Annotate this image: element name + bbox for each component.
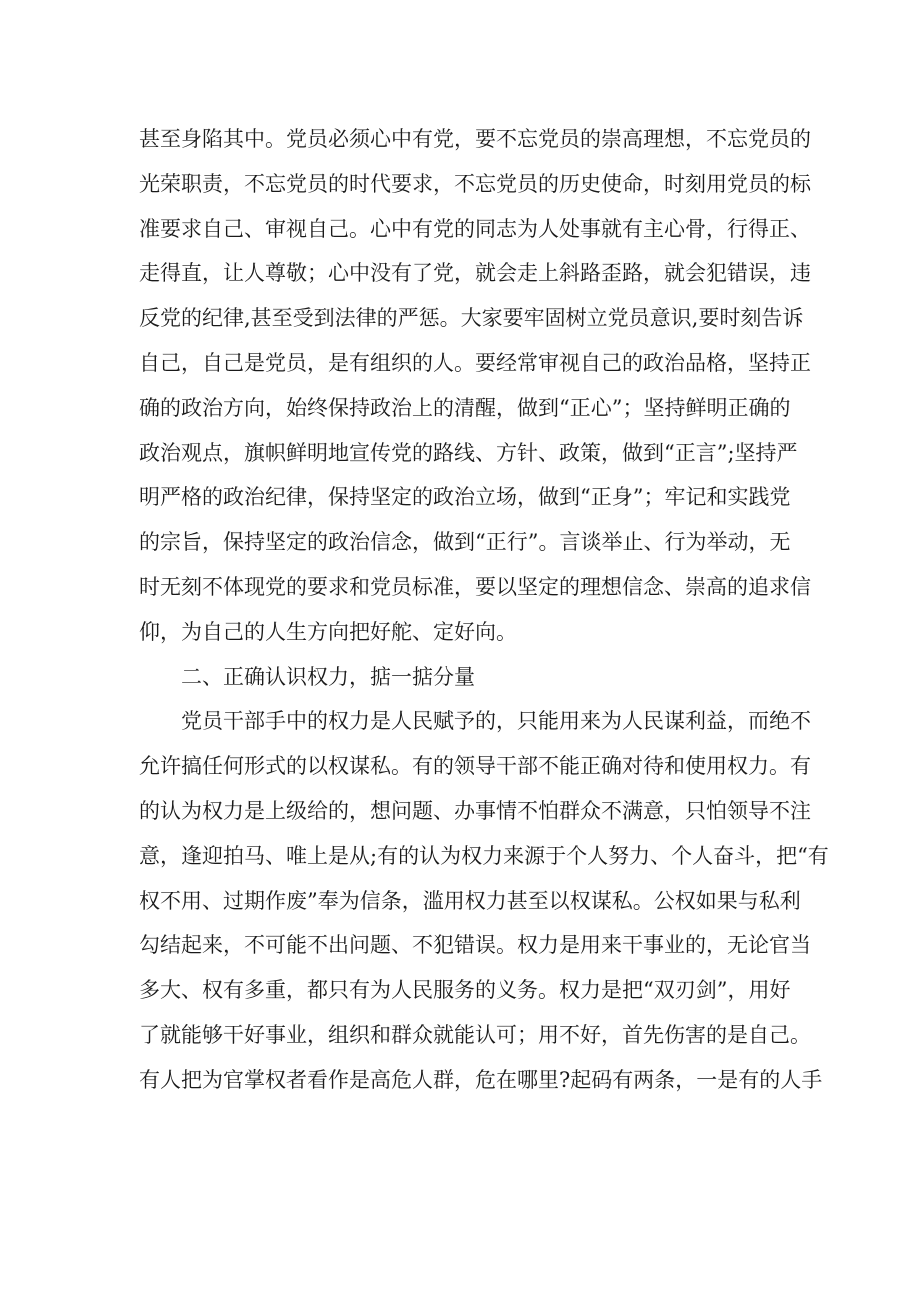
text-line: 勾结起来，不可能不出问题、不犯错误。权力是用来干事业的，无论官当	[139, 933, 811, 958]
text-line: 明严格的政治纪律，保持坚定的政治立场，做到“正身”；牢记和实践党	[139, 485, 791, 510]
text-line: 政治观点，旗帜鲜明地宣传党的路线、方针、政策，做到“正言”;坚持严	[139, 440, 798, 465]
text-line: 党员干部手中的权力是人民赋予的，只能用来为人民谋利益，而绝不	[181, 709, 811, 734]
text-line: 有人把为官掌权者看作是高危人群，危在哪里?起码有两条，一是有的人手	[139, 1067, 823, 1092]
text-line: 准要求自己、审视自己。心中有党的同志为人处事就有主心骨，行得正、	[139, 216, 811, 241]
text-line: 光荣职责，不忘党员的时代要求，不忘党员的历史使命，时刻用党员的标	[139, 171, 811, 196]
text-line: 自己，自己是党员，是有组织的人。要经常审视自己的政治品格，坚持正	[139, 350, 811, 375]
text-line: 走得直，让人尊敬；心中没有了党，就会走上斜路歪路，就会犯错误，违	[139, 261, 811, 286]
text-line: 的宗旨，保持坚定的政治信念，做到“正行”。言谈举止、行为举动，无	[139, 530, 791, 555]
text-line: 反党的纪律,甚至受到法律的严惩。大家要牢固树立党员意识,要时刻告诉	[139, 306, 804, 331]
text-line: 甚至身陷其中。党员必须心中有党，要不忘党员的崇高理想，不忘党员的	[139, 127, 811, 151]
text-line: 时无刻不体现党的要求和党员标准，要以坚定的理想信念、崇高的追求信	[139, 574, 811, 599]
text-line: 多大、权有多重，都只有为人民服务的义务。权力是把“双刃剑”，用好	[139, 978, 791, 1003]
text-line: 确的政治方向，始终保持政治上的清醒，做到“正心”；坚持鲜明正确的	[139, 395, 791, 420]
text-line: 意，逢迎拍马、唯上是从;有的认为权力来源于个人努力、个人奋斗，把“有	[139, 843, 829, 868]
text-line: 了就能够干好事业，组织和群众就能认可；用不好，首先伤害的是自己。	[139, 1022, 811, 1047]
section-heading: 二、正确认识权力，掂一掂分量	[181, 664, 475, 689]
text-line: 允许搞任何形式的以权谋私。有的领导干部不能正确对待和使用权力。有	[139, 754, 811, 779]
text-line: 的认为权力是上级给的，想问题、办事情不怕群众不满意，只怕领导不注	[139, 798, 811, 823]
text-line: 权不用、过期作废”奉为信条，滥用权力甚至以权谋私。公权如果与私利	[139, 888, 801, 913]
text-line: 仰，为自己的人生方向把好舵、定好向。	[139, 619, 517, 644]
document-body	[139, 117, 829, 1103]
